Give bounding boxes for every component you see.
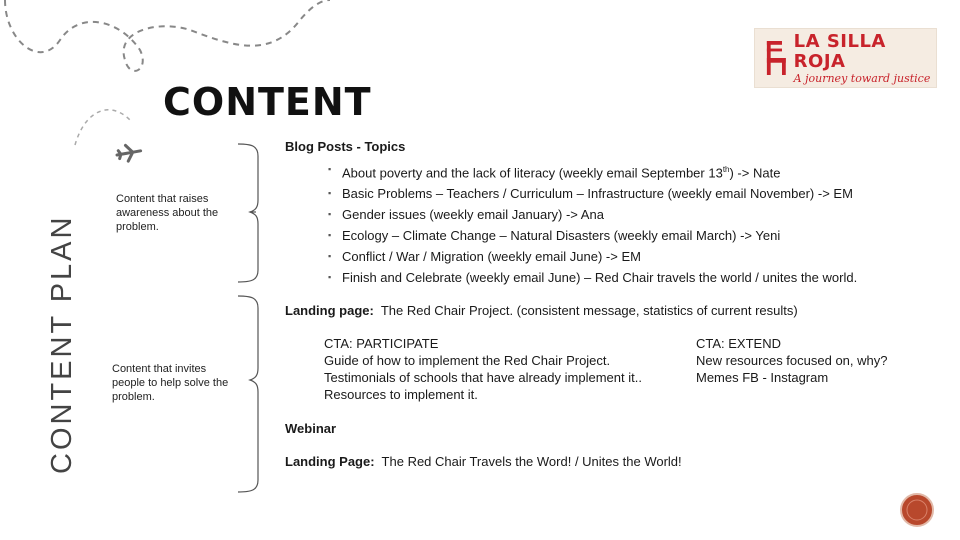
list-item: ▪ Gender issues (weekly email January) -> Ana (328, 204, 857, 225)
note-raise-awareness: Content that raises awareness about the problem. (116, 193, 219, 233)
cta-participate-heading: CTA: PARTICIPATE (324, 336, 439, 351)
cta-participate (324, 335, 642, 403)
list-item: ▪ Ecology – Climate Change – Natural Disasters (weekly email March) -> Yeni (328, 225, 857, 246)
landing-page-2-label: Landing Page: (285, 454, 375, 469)
side-title: CONTENT PLAN (46, 214, 78, 474)
blog-topics-list (328, 159, 857, 288)
cta-participate-line: Testimonials of schools that have already implement it.. (324, 370, 642, 385)
cta-extend-line: Memes FB - Instagram (696, 370, 829, 385)
landing-page-2 (285, 454, 682, 469)
page-title: CONTENT (163, 80, 372, 124)
list-item: ▪ About poverty and the lack of literacy (weekly email September 13th) -> Nate (328, 159, 857, 183)
cta-participate-line: Guide of how to implement the Red Chair Project. (324, 353, 611, 368)
list-item: ▪ Conflict / War / Migration (weekly email June) -> EM (328, 246, 857, 267)
cta-extend-line: New resources focused on, why? (696, 353, 888, 368)
landing-page-2-text: The Red Chair Travels the Word! / Unites the World! (374, 454, 682, 469)
list-item: ▪ Basic Problems – Teachers / Curriculum – Infrastructure (weekly email November) -> EM (328, 183, 857, 204)
landing-page-1-text: The Red Chair Project. (consistent message, statistics of current results) (373, 303, 798, 318)
blog-posts-title: Blog Posts - Topics (285, 139, 406, 154)
webinar-heading: Webinar (285, 421, 337, 436)
logo-name: LA SILLA ROJA (793, 30, 886, 72)
landing-page-1-label: Landing page: (285, 303, 374, 318)
cta-extend (696, 335, 887, 386)
red-chair-icon (765, 38, 788, 78)
logo-tagline: A journey toward justice (793, 71, 931, 85)
cta-participate-line: Resources to implement it. (324, 387, 478, 402)
cta-extend-heading: CTA: EXTEND (696, 336, 781, 351)
seal-icon (899, 492, 935, 528)
logo (754, 28, 937, 88)
landing-page-1 (285, 303, 798, 318)
list-item: ▪ Finish and Celebrate (weekly email June) – Red Chair travels the world / unites the world. (328, 267, 857, 288)
bracket-decoration (0, 0, 300, 540)
note-invite-solve: Content that invites people to help solve the problem. (112, 363, 229, 403)
